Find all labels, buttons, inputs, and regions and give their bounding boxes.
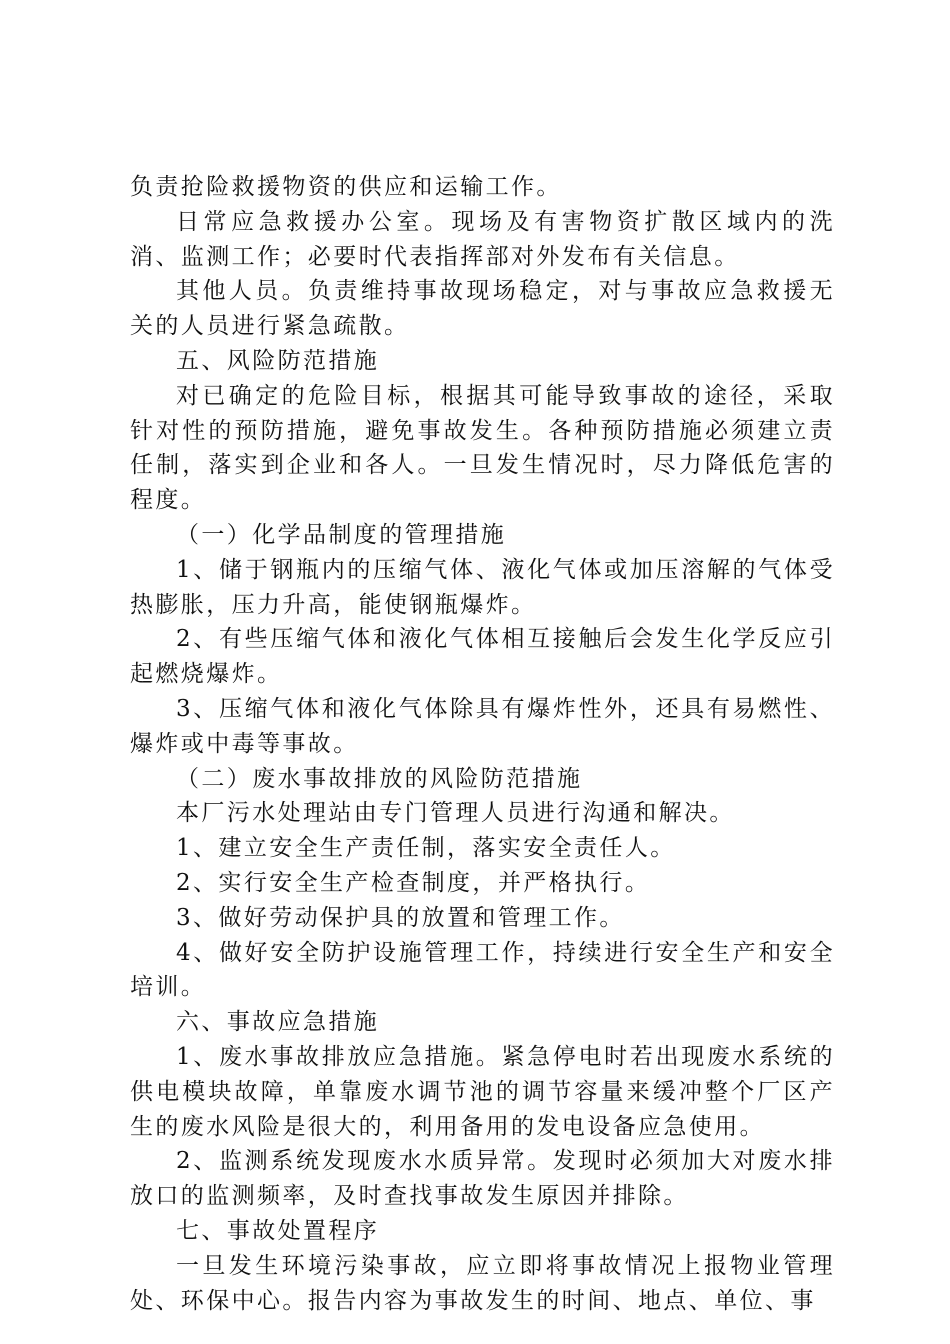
document-body bbox=[130, 170, 835, 1318]
list-item-wastewater-1: 1、建立安全生产责任制，落实安全责任人。 bbox=[176, 835, 676, 862]
subsection-heading-chemicals: （一）化学品制度的管理措施 bbox=[176, 521, 507, 548]
section-heading-risk-prevention: 五、风险防范措施 bbox=[176, 347, 380, 374]
section-heading-disposal-procedure: 七、事故处置程序 bbox=[176, 1217, 380, 1244]
list-item-wastewater-3: 3、做好劳动保护具的放置和管理工作。 bbox=[176, 904, 625, 931]
paragraph-supplies-duty: 负责抢险救援物资的供应和运输工作。 bbox=[130, 174, 562, 200]
paragraph-disposal-procedure: 一旦发生环境污染事故，应立即将事故情况上报物业管理处、环保中心。报告内容为事故发生的时间、地点、单位、事 bbox=[130, 1252, 835, 1314]
paragraph-risk-prevention-intro: 对已确定的危险目标，根据其可能导致事故的途径，采取针对性的预防措施，避免事故发生。各种预防措施必须建立责任制，落实到企业和各人。一旦发生情况时，尽力降低危害的程度。 bbox=[130, 382, 835, 514]
subsection-heading-wastewater: （二）废水事故排放的风险防范措施 bbox=[176, 765, 583, 792]
list-item-chemical-1: 1、储于钢瓶内的压缩气体、液化气体或加压溶解的气体受热膨胀，压力升高，能使钢瓶爆炸。 bbox=[130, 556, 835, 618]
list-item-wastewater-4: 4、做好安全防护设施管理工作，持续进行安全生产和安全培训。 bbox=[130, 939, 835, 1001]
paragraph-other-personnel: 其他人员。负责维持事故现场稳定，对与事故应急救援无关的人员进行紧急疏散。 bbox=[130, 278, 835, 340]
paragraph-wastewater-intro: 本厂污水处理站由专门管理人员进行沟通和解决。 bbox=[176, 800, 735, 827]
section-heading-emergency-measures: 六、事故应急措施 bbox=[176, 1009, 380, 1036]
paragraph-emergency-office: 日常应急救援办公室。现场及有害物资扩散区域内的洗消、监测工作；必要时代表指挥部对外发布有关信息。 bbox=[130, 208, 835, 270]
list-item-chemical-3: 3、压缩气体和液化气体除具有爆炸性外，还具有易燃性、爆炸或中毒等事故。 bbox=[130, 695, 835, 757]
list-item-wastewater-2: 2、实行安全生产检查制度，并严格执行。 bbox=[176, 869, 651, 896]
list-item-chemical-2: 2、有些压缩气体和液化气体相互接触后会发生化学反应引起燃烧爆炸。 bbox=[130, 626, 835, 688]
list-item-emergency-2: 2、监测系统发现废水水质异常。发现时必须加大对废水排放口的监测频率，及时查找事故发生原因并排除。 bbox=[130, 1148, 835, 1210]
list-item-emergency-1: 1、废水事故排放应急措施。紧急停电时若出现废水系统的供电模块故障，单靠废水调节池的调节容量来缓冲整个厂区产生的废水风险是很大的，利用备用的发电设备应急使用。 bbox=[130, 1043, 835, 1140]
